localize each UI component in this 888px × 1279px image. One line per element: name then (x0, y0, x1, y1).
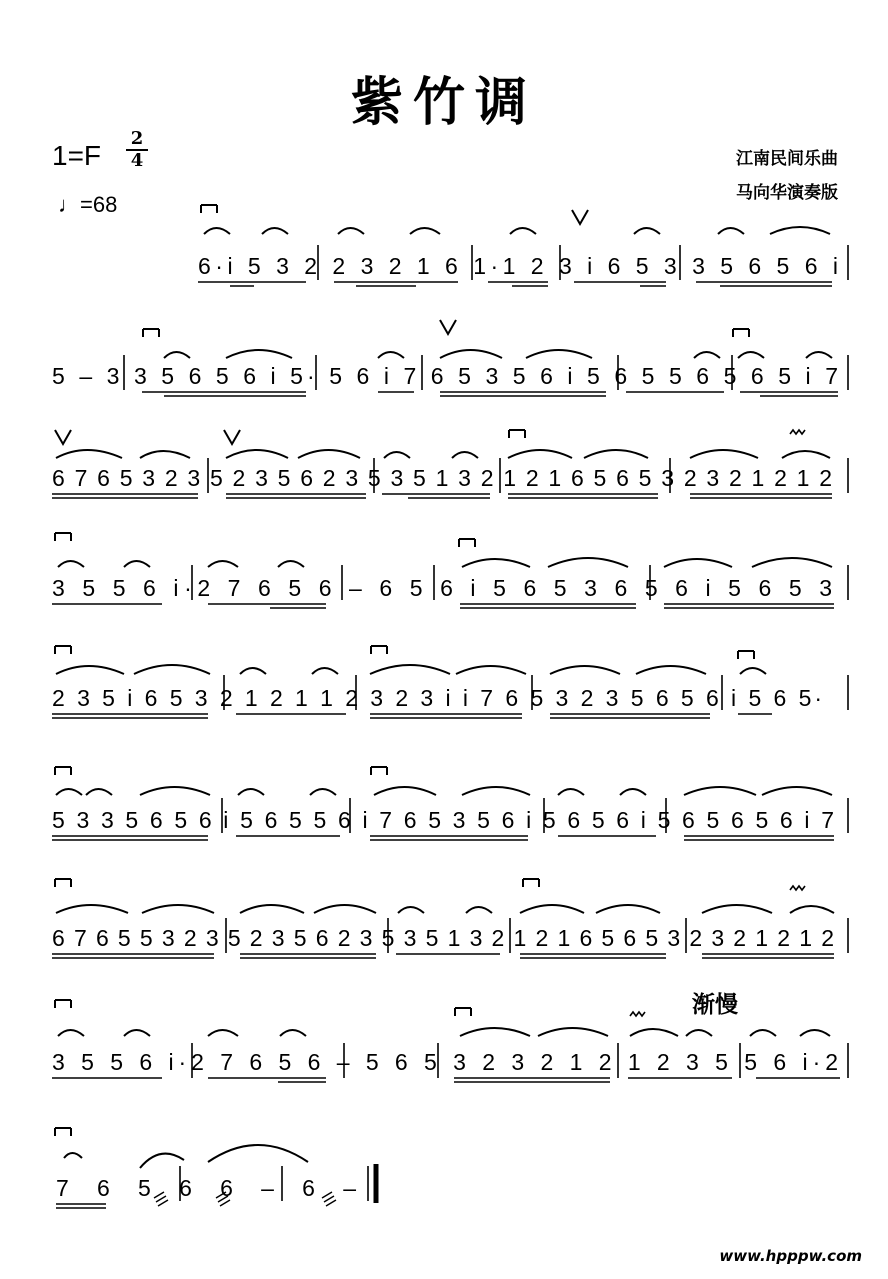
measure: i·2 7 6 5 (173, 575, 314, 601)
notation (52, 253, 838, 1201)
system-6-notes (52, 807, 834, 833)
measure: 1 2 1 6 5 6 5 3 (503, 465, 683, 491)
measure: 3 3 5 6 5 6 i (663, 253, 838, 279)
credit-version: 马向华演奏版 (736, 183, 838, 203)
system-1-notes (198, 253, 838, 279)
measure: 3 5 5 6 (52, 1049, 164, 1075)
time-signature-top: 2 (130, 128, 144, 149)
measure: 6 5 6 i 5 6 5 3 (614, 575, 832, 601)
measure: i·2 7 6 5 (168, 1049, 303, 1075)
measure: 5 2 3 5 6 2 3 5 (227, 925, 403, 951)
measure: i 7 6 5 3 5 6 i (383, 363, 583, 389)
measure: 3 2 3 5 6 5 6 i (555, 685, 746, 711)
measure: 5 6 5 6 i (542, 807, 655, 833)
measure: 1·1 2 (473, 253, 555, 279)
measure: 3 3 5 6 5 6 i (106, 363, 287, 389)
measure: 5 3 3 5 6 5 6 i (52, 807, 238, 833)
measure: 6 – (318, 575, 374, 601)
page-title: 紫竹调 (350, 73, 537, 133)
measure: 3 5 5 6 (52, 575, 168, 601)
measure: i 7 6 5 3 5 6 i (362, 807, 541, 833)
measure: 6 7 6 5 3 2 3 (52, 465, 209, 491)
system-5-notes (52, 685, 822, 711)
time-signature-bottom: 4 (130, 150, 144, 171)
measure: 5 6 5 6 5 6 i 7 (657, 807, 834, 833)
watermark: www.hpppw.com (719, 1247, 862, 1265)
measure: 5 6 5 i 7 (723, 363, 838, 389)
measure: 6 – (220, 1175, 292, 1201)
measure: 3 i 6 5 (558, 253, 660, 279)
measure: 2 3 2 1 2 1 2 (683, 465, 833, 491)
measure: 6 5 6 i 5 6 5 3 (379, 575, 609, 601)
measure: 5 6 5· (748, 685, 823, 711)
key-signature: 1=F (52, 140, 102, 171)
measure: 6 – (302, 1175, 356, 1201)
system-2-notes (52, 363, 838, 389)
down-bow-icon (201, 205, 217, 213)
measure: 2 3 2 1 2 1 2 (689, 925, 835, 951)
measure: 7 6 5 6 (56, 1175, 210, 1201)
measure: 5 6 i·2 (744, 1049, 838, 1075)
credit-genre: 江南民间乐曲 (736, 149, 838, 169)
measure: 5 6 5 5 6 (240, 807, 360, 833)
measure: 5 6 5 5 6 (587, 363, 720, 389)
system-7-notes (52, 925, 834, 951)
measure: 5· 5 6 (290, 363, 380, 389)
measure: 1 2 1 6 5 6 5 3 (513, 925, 688, 951)
measure: 5 6 5 3 2 3 2 1 (365, 1049, 594, 1075)
tempo-value: =68 (80, 192, 118, 217)
measure: 2 2 3 2 1 6 (304, 253, 469, 279)
measure: 3 5 1 3 2 (390, 465, 502, 491)
measure: 1 2 1 1 2 (244, 685, 368, 711)
system-4-notes (52, 575, 832, 601)
system-8-notes (52, 1049, 838, 1075)
measure: 2 3 5 i 6 5 3 2 (52, 685, 242, 711)
measure: 6 7 6 5 5 3 2 3 (52, 925, 227, 951)
quarter-note-icon: ♩ (58, 192, 80, 217)
system-9-notes (56, 1175, 356, 1201)
measure: 5 – (52, 363, 103, 389)
measure: 3 2 3 i i 7 6 5 (370, 685, 553, 711)
expression-marking: 渐慢 (692, 991, 738, 1017)
measure: 2 1 2 3 5 (598, 1049, 740, 1075)
measure: 5 2 3 5 6 2 3 5 (209, 465, 389, 491)
system-3-notes (52, 465, 832, 491)
measure: 6 – (307, 1049, 361, 1075)
up-bow-icon (572, 210, 588, 224)
measure: 3 5 1 3 2 (403, 925, 513, 951)
measure: 6·i 5 3 (198, 253, 300, 279)
